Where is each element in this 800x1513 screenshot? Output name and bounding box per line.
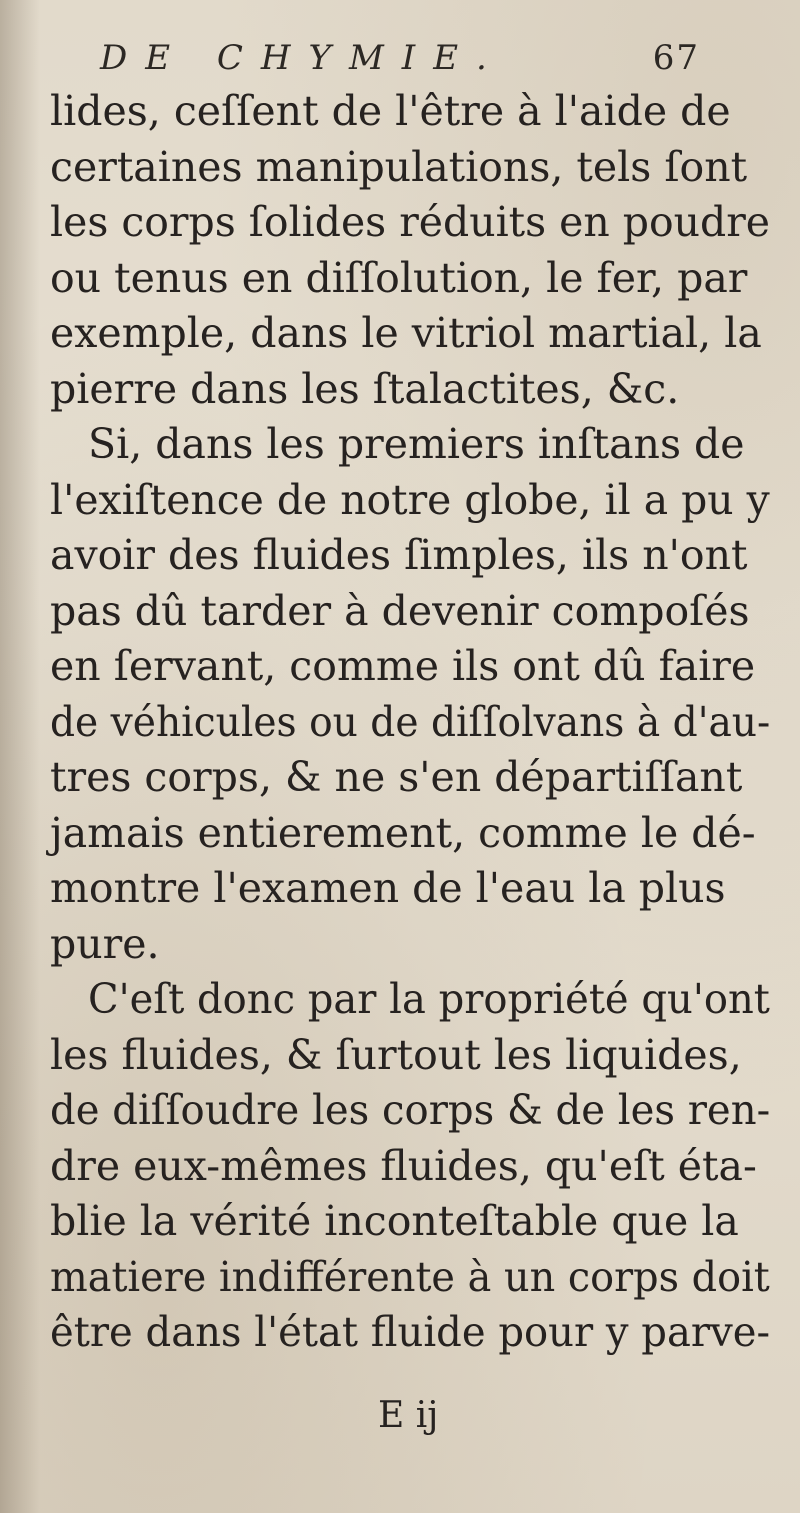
text-line: Si, dans les premiers inſtans de bbox=[88, 420, 745, 468]
text-line: jamais entierement, comme le dé- bbox=[50, 808, 756, 857]
text-line: l'exiſtence de notre globe, il a pu y bbox=[50, 475, 770, 524]
text-line: blie la vérité inconteſtable que la bbox=[50, 1197, 739, 1245]
text-line: tres corps, & ne s'en départiſſant bbox=[50, 753, 743, 801]
running-title: DE CHYMIE. bbox=[100, 38, 505, 78]
text-line: exemple, dans le vitriol martial, la bbox=[50, 309, 762, 357]
page-number: 67 bbox=[652, 38, 700, 78]
text-line: pierre dans les ſtalactites, &c. bbox=[50, 364, 680, 413]
text-line: certaines manipulations, tels ſont bbox=[50, 142, 748, 191]
text-line: ou tenus en diſſolution, le fer, par bbox=[50, 253, 748, 302]
text-line: de diſſoudre les corps & de les ren- bbox=[50, 1086, 771, 1134]
text-line: matiere indifférente à un corps doit bbox=[50, 1252, 770, 1301]
page-gutter-shadow bbox=[0, 0, 40, 1513]
text-line: être dans l'état fluide pour y parve- bbox=[50, 1308, 771, 1356]
text-line: dre eux-mêmes fluides, qu'eſt éta- bbox=[50, 1141, 757, 1190]
text-line: avoir des fluides ſimples, ils n'ont bbox=[50, 531, 748, 579]
text-line: C'eſt donc par la propriété qu'ont bbox=[88, 975, 770, 1023]
text-line: montre l'examen de l'eau la plus bbox=[50, 864, 726, 912]
text-line: pas dû tarder à devenir compoſés bbox=[50, 586, 750, 635]
body-text bbox=[50, 84, 770, 1361]
text-line: lides, ceſſent de l'être à l'aide de bbox=[50, 87, 731, 135]
text-line: en ſervant, comme ils ont dû faire bbox=[50, 642, 756, 690]
text-line: les corps ſolides réduits en poudre bbox=[50, 198, 771, 246]
text-line: pure. bbox=[50, 919, 160, 968]
text-line: de véhicules ou de diſſolvans à d'au- bbox=[50, 697, 771, 746]
text-line: les fluides, & ſurtout les liquides, bbox=[50, 1030, 742, 1079]
signature-mark: E ij bbox=[378, 1395, 439, 1436]
page-header bbox=[100, 38, 700, 78]
